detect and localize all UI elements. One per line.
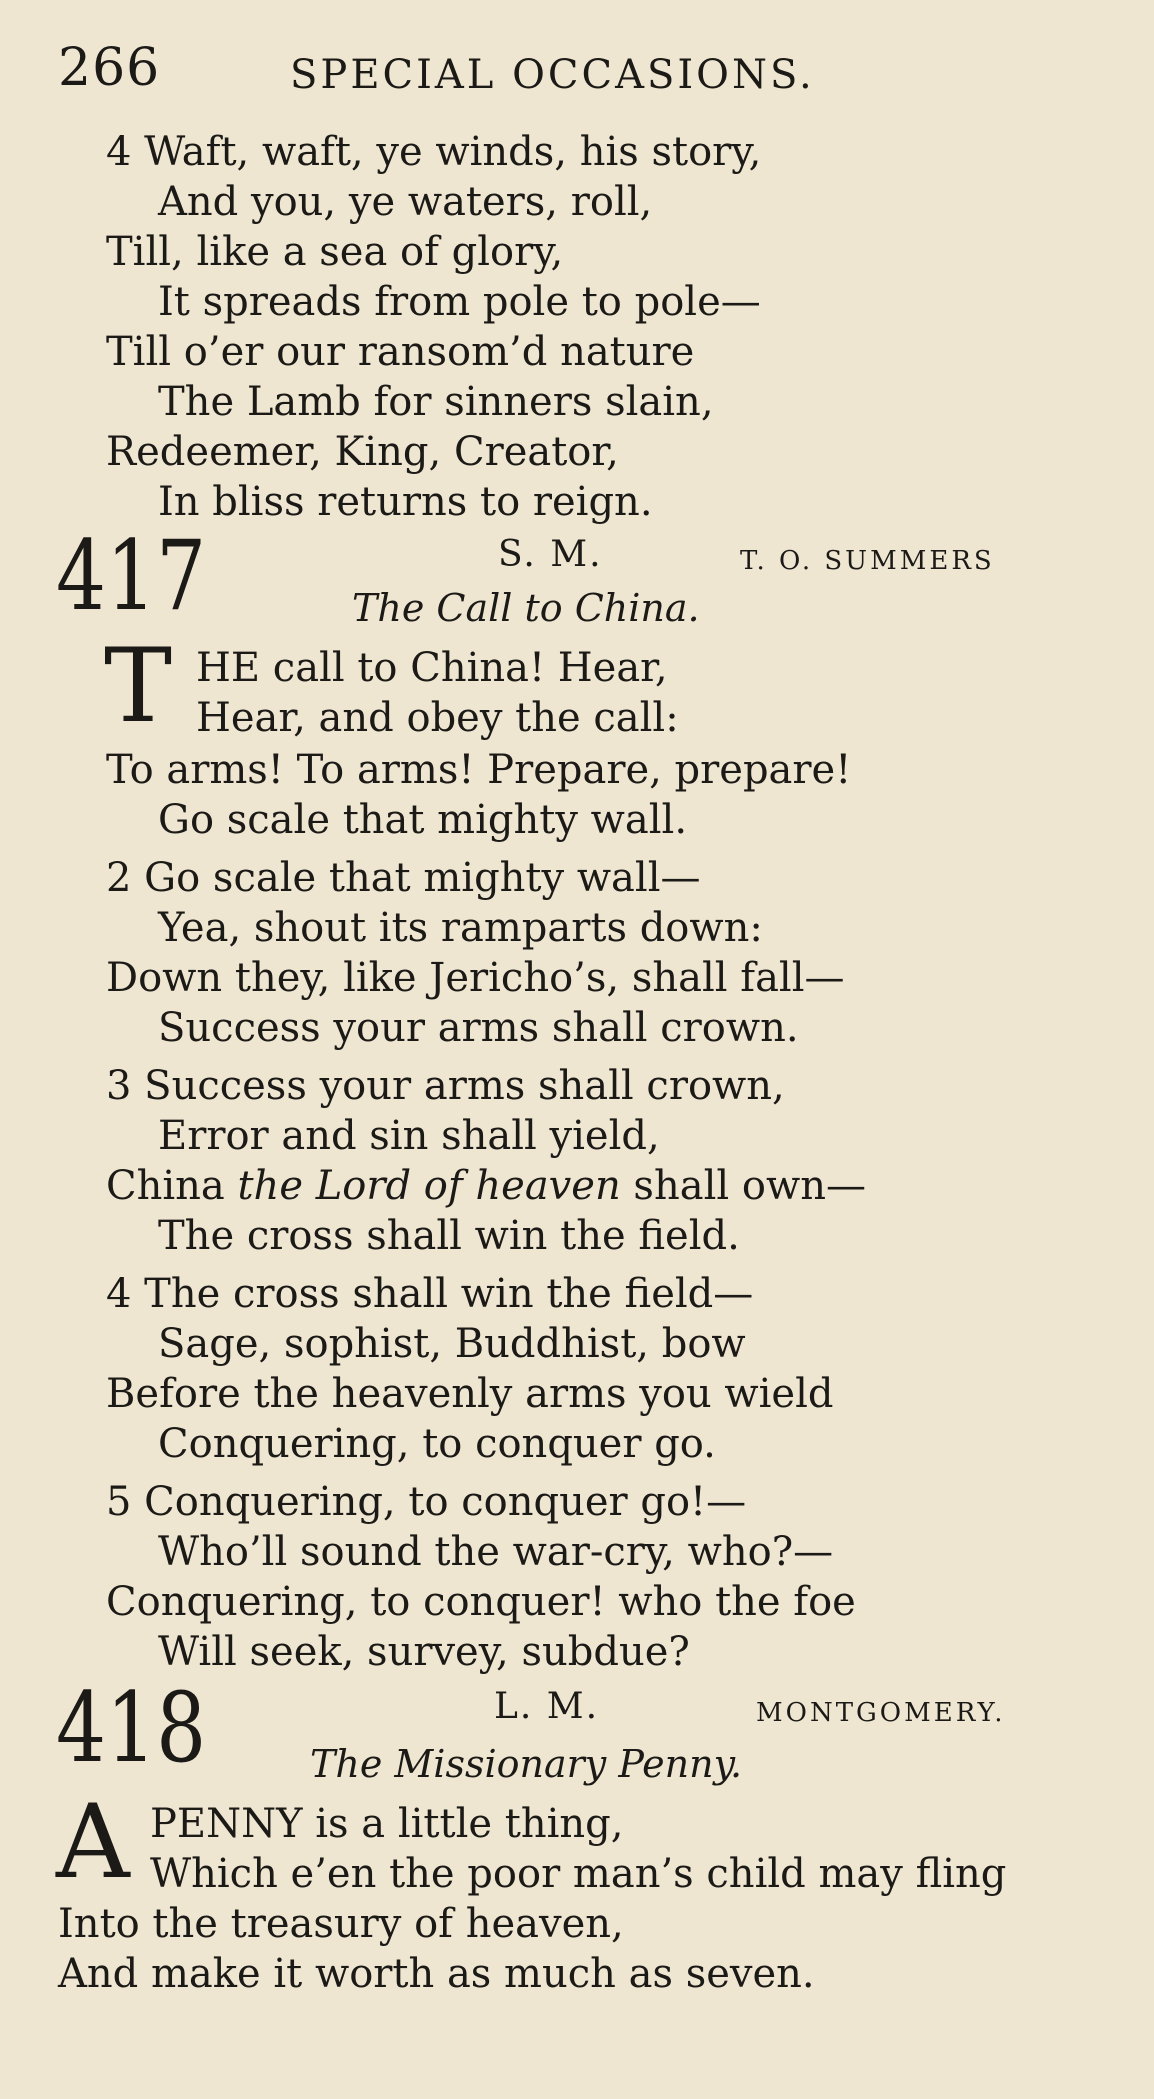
verse-line: 2 Go scale that mighty wall— bbox=[106, 855, 701, 901]
verse-line: Conquering, to conquer go. bbox=[158, 1421, 716, 1467]
verse-line: 4 The cross shall win the field— bbox=[106, 1271, 754, 1317]
hymn-meter: L. M. bbox=[494, 1686, 600, 1727]
verse-line: Into the treasury of heaven, bbox=[58, 1901, 624, 1947]
verse-line: Who’ll sound the war-cry, who?— bbox=[158, 1529, 834, 1575]
verse-line: Error and sin shall yield, bbox=[158, 1113, 660, 1159]
verse-line: 3 Success your arms shall crown, bbox=[106, 1063, 785, 1109]
verse-line: 5 Conquering, to conquer go!— bbox=[106, 1479, 747, 1525]
verse-line: Till, like a sea of glory, bbox=[106, 229, 564, 275]
hymn-title: The Call to China. bbox=[352, 586, 700, 630]
verse-line: HE call to China! Hear, bbox=[196, 645, 668, 691]
verse-line: Conquering, to conquer! who the foe bbox=[106, 1579, 856, 1625]
verse-line: Will seek, survey, subdue? bbox=[158, 1629, 690, 1675]
verse-line: Hear, and obey the call: bbox=[196, 695, 679, 741]
verse-text: China bbox=[106, 1163, 238, 1209]
verse-line: The Lamb for sinners slain, bbox=[158, 379, 714, 425]
verse-line: Sage, sophist, Buddhist, bow bbox=[158, 1321, 746, 1367]
hymn-number: 417 bbox=[56, 520, 207, 632]
verse-text: shall own— bbox=[620, 1163, 866, 1209]
running-title: SPECIAL OCCASIONS. bbox=[290, 52, 815, 98]
verse-line: And make it worth as much as seven. bbox=[58, 1951, 815, 1997]
verse-line: Yea, shout its ramparts down: bbox=[158, 905, 763, 951]
page-header bbox=[58, 38, 1098, 108]
verse-line: Go scale that mighty wall. bbox=[158, 797, 688, 843]
hymn-meter: S. M. bbox=[498, 534, 603, 575]
verse-line: To arms! To arms! Prepare, prepare! bbox=[106, 747, 852, 793]
verse-line: Before the heavenly arms you wield bbox=[106, 1371, 834, 1417]
verse-line: Redeemer, King, Creator, bbox=[106, 429, 619, 475]
italic-phrase: the Lord of heaven bbox=[237, 1163, 621, 1209]
verse-line: Success your arms shall crown. bbox=[158, 1005, 799, 1051]
hymn-number: 418 bbox=[56, 1672, 207, 1784]
verse-line: Down they, like Jericho’s, shall fall— bbox=[106, 955, 845, 1001]
hymn-title: The Missionary Penny. bbox=[310, 1742, 743, 1786]
drop-cap: T bbox=[104, 627, 173, 746]
verse-line: Till o’er our ransom’d nature bbox=[106, 329, 695, 375]
verse-line: In bliss returns to reign. bbox=[158, 479, 653, 525]
verse-line: It spreads from pole to pole— bbox=[158, 279, 761, 325]
hymn-composer: T. O. SUMMERS bbox=[740, 546, 995, 576]
verse-line: Which e’en the poor man’s child may fling bbox=[150, 1851, 1007, 1897]
page-number: 266 bbox=[58, 38, 161, 98]
verse-line: And you, ye waters, roll, bbox=[158, 179, 653, 225]
verse-line: 4 Waft, waft, ye winds, his story, bbox=[106, 129, 762, 175]
drop-cap: A bbox=[56, 1783, 130, 1902]
hymn-composer: MONTGOMERY. bbox=[756, 1698, 1006, 1728]
verse-line: PENNY is a little thing, bbox=[150, 1801, 624, 1847]
verse-line: The cross shall win the field. bbox=[158, 1213, 740, 1259]
verse-line bbox=[106, 1163, 866, 1209]
